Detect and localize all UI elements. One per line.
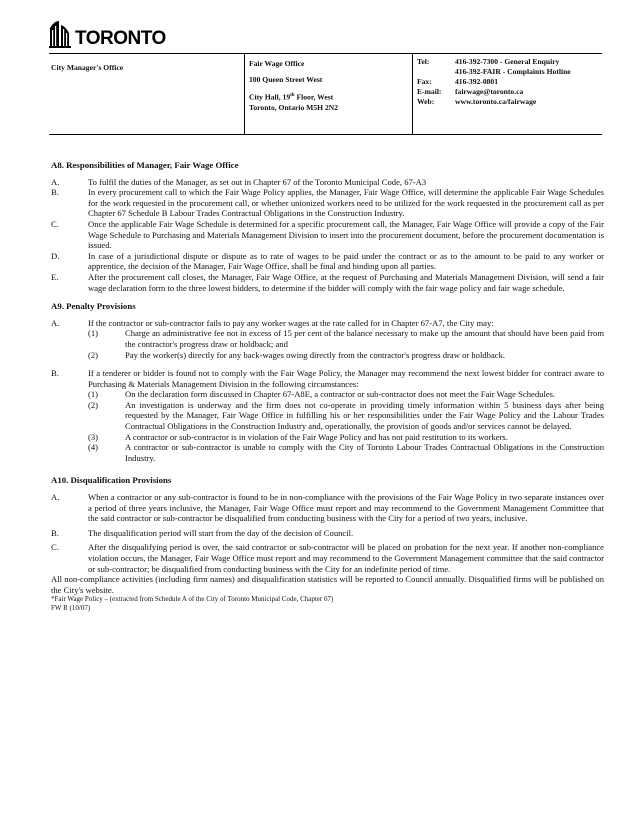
list-item: C. After the disqualifying period is over, the said contractor or sub-contractor will be placed on probation for the next year. If another non-compliance violation occurs, the Manager, Fair Wage Office must report and may recommend to the Government Management committee that the said contractor or sub-contractor; be disqualified from conducting business with the City for an indefinite period of time. [51, 542, 604, 574]
contact-row: E-mail: fairwage@toronto.ca [417, 87, 524, 96]
closing-paragraph: All non-compliance activities (including firm names) and disqualification statistics will be reported to Council annually. Disqualified firms will be published on the City's website. [51, 574, 604, 595]
contact-row: Fax: 416-392-0801 [417, 77, 499, 86]
document-body [51, 160, 604, 613]
office-name: City Manager's Office [51, 63, 124, 72]
address-line: Toronto, Ontario M5H 2N2 [249, 102, 339, 112]
logo-text: TORONTO [75, 28, 166, 49]
address-line: Fair Wage Office [249, 59, 305, 68]
list-item: D. In case of a jurisdictional dispute or dispute as to rate of wages to be paid under the contract or as to the amount to be paid to any worker or apprentice, the decision of the Manager, Fair Wage Office, shall be final and binding upon all parties. [51, 250, 604, 272]
letterhead [49, 53, 602, 135]
list-item: A. When a contractor or any sub-contractor is found to be in non-compliance with the provisions of the Fair Wage Policy in two separate instances over a period of three years inclusive, the Manager, Fair Wage Office must report and may recommend to the Government Management Committee that the said contractor or sub-contractor be disqualified from conducting business with the City for a period of two years, inclusive. [51, 492, 604, 524]
list-item: A. If the contractor or sub-contractor fails to pay any worker wages at the rate called for in Chapter 67-A7, the City may: (1) Charge an administrative fee not in excess of 15 per cent of the balance necessary to make up the amount that should have been paid from the contractor's progress draw or holdback; and (2) Pay the worker(s) directly for any back-wages owing directly from the contractor's progress draw or holdback. [51, 317, 604, 360]
section-title-a10: A10. Disqualification Provisions [51, 475, 172, 486]
divider [412, 54, 413, 134]
section-title-a9: A9. Penalty Provisions [51, 301, 136, 312]
sub-item: (2) An investigation is underway and the firm does not co-operate in providing timely information within 5 business days after being requested by the Manager, Fair Wage Office in fulfilling his or her responsibilities under the Fair Wage Policy and the Labour Trades Contractual Obligations in the Construction Industry and, operationally, the provision of goods and/or services cannot be delayed. [88, 399, 604, 432]
list-item: B. In every procurement call to which the Fair Wage Policy applies, the Manager, Fair Wage Office, will determine the applicable Fair Wage Schedules for the work requested in the procurement call, or whether unionized workers need to be utilized for the work requested in the procurement call as per Chapter 67 Schedule B Labour Trades Contractual Obligations in the Construction Industry. [51, 187, 604, 219]
address-line: City Hall, 19th Floor, West [249, 92, 334, 102]
contact-info [417, 57, 571, 107]
section-title-a8: A8. Responsibilities of Manager, Fair Wage Office [51, 160, 239, 170]
list-item: B. If a tenderer or bidder is found not to comply with the Fair Wage Policy, the Manager may recommend the next lowest bidder for contract aware to Purchasing & Materials Management Division in the following circumstances: (1) On the declaration form discussed in Chapter 67-A8E, a contractor or sub-contractor does not meet the Fair Wage Schedules. (2) An investigation is underway and the firm does not co-operate in providing timely information within 5 business days after being requested by the Manager, Fair Wage Office in fulfilling his or her responsibilities under the Fair Wage Policy and the Labour Trades Contractual Obligations in the Construction Industry and, operationally, the provision of goods and/or services cannot be delayed. (3) A contractor or sub-contractor is in violation of the Fair Wage Policy and has not paid restitution to its workers. (4) A contractor or sub-contractor is unable to comply with the City of Toronto Labour Trades Contractual Obligations in the Construction Industry. [51, 368, 604, 463]
office-address [249, 59, 338, 113]
toronto-logo [49, 18, 166, 48]
list-item: E. After the procurement call closes, the Manager, Fair Wage Office, at the request of Purchasing and Materials Management Division, will send a fair wage declaration form to the three lowest bidders, to determine if the bidder will comply with the fair wage policy and fair wage schedule. [51, 271, 604, 293]
contact-row: 416-392-FAIR - Complaints Hotline [455, 67, 571, 76]
footer-form-id: FW R (10/07) [51, 604, 91, 613]
toronto-city-hall-icon [49, 20, 73, 48]
footer-source: *Fair Wage Policy – (extracted from Schedule A of the City of Toronto Municipal Code, Chapter 67) [51, 595, 334, 604]
sub-item: (1) On the declaration form discussed in Chapter 67-A8E, a contractor or sub-contractor does not meet the Fair Wage Schedules. [88, 389, 556, 400]
divider [244, 54, 245, 134]
sub-item: (1) Charge an administrative fee not in excess of 15 per cent of the balance necessary to make up the amount that should have been paid from the contractor's progress draw or holdback; and [88, 328, 604, 349]
sub-item: (2) Pay the worker(s) directly for any back-wages owing directly from the contractor's progress draw or holdback. [88, 349, 506, 360]
sub-item: (3) A contractor or sub-contractor is in violation of the Fair Wage Policy and has not paid restitution to its workers. [88, 431, 508, 442]
list-item: C. Once the applicable Fair Wage Schedule is determined for a specific procurement call, the Manager, Fair Wage Office will provide a copy of the Fair Wage Schedule to Purchasing and Materials Management Division to insert into the procurement document, before the procurement documentation is issued. [51, 218, 604, 251]
contact-row: Tel: 416-392-7300 - General Enquiry [417, 57, 560, 66]
address-line: 100 Queen Street West [249, 75, 323, 84]
list-item: B. The disqualification period will start from the day of the decision of Council. [51, 527, 354, 538]
list-item: A. To fulfil the duties of the Manager, as set out in Chapter 67 of the Toronto Municipal Code, 67-A3 [51, 176, 427, 187]
contact-row: Web: www.toronto.ca/fairwage [417, 97, 537, 106]
sub-item: (4) A contractor or sub-contractor is unable to comply with the City of Toronto Labour Trades Contractual Obligations in the Construction Industry. [88, 442, 604, 463]
